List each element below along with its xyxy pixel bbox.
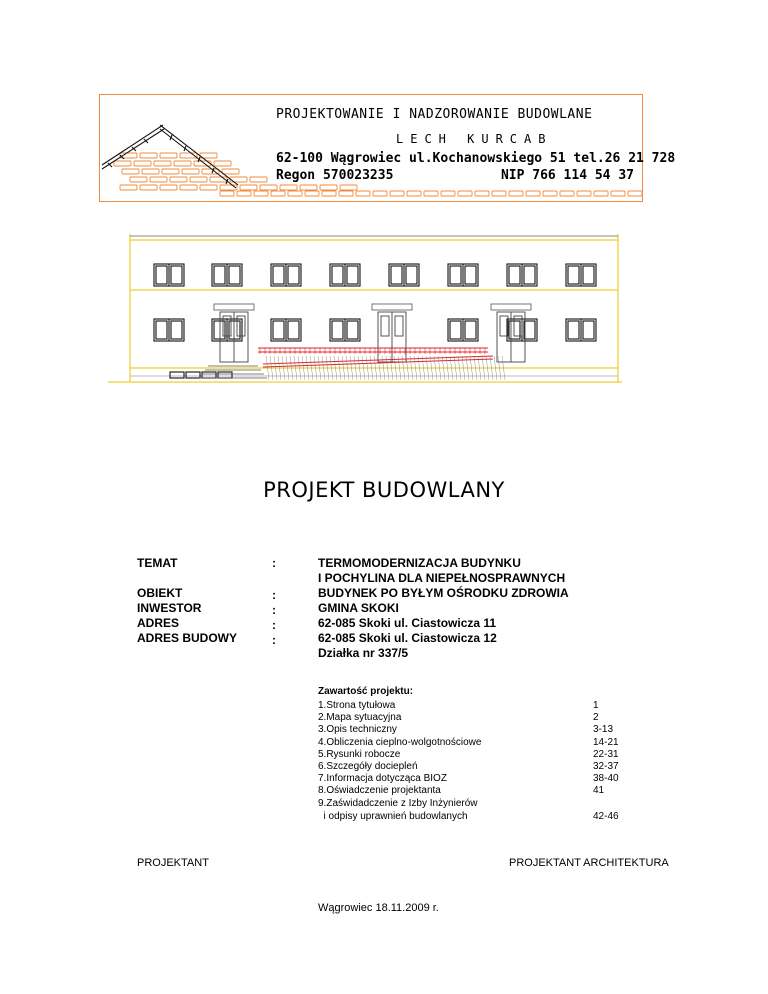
place-date: Wągrowiec 18.11.2009 r. — [318, 902, 439, 914]
owner-name: LECH KURCAB — [396, 132, 553, 146]
contents-item-pages: 42-46 — [593, 811, 619, 822]
colon: : — [272, 588, 276, 602]
designer-label: PROJEKTANT — [137, 857, 209, 869]
company-nip: NIP 766 114 54 37 — [500, 168, 634, 183]
contents-item-pages: 2 — [593, 712, 599, 723]
contents-item-pages: 41 — [593, 785, 605, 796]
value-adres-budowy: 62-085 Skoki ul. Ciastowicza 12 — [318, 631, 497, 645]
label-temat: TEMAT — [137, 556, 178, 570]
contents-item-pages: 22-31 — [593, 749, 619, 760]
contents-heading: Zawartość projektu: — [318, 686, 414, 697]
contents-item-label: 7.Informacja dotycząca BIOZ — [318, 773, 447, 784]
contents-item-label: i odpisy uprawnień budowlanych — [318, 811, 468, 822]
contents-item-pages: 3-13 — [593, 724, 614, 735]
architect-label: PROJEKTANT ARCHITEKTURA — [509, 857, 669, 869]
letterhead — [99, 94, 676, 202]
label-adres-budowy: ADRES BUDOWY — [137, 631, 238, 645]
contents-item-pages: 1 — [593, 700, 599, 711]
document-title: PROJEKT BUDOWLANY — [263, 478, 505, 502]
contents-item-label: 4.Obliczenia cieplno-wolgotnościowe — [318, 737, 482, 748]
building-elevation-drawing — [108, 230, 622, 390]
value-obiekt: BUDYNEK PO BYŁYM OŚRODKU ZDROWIA — [318, 586, 569, 600]
label-inwestor: INWESTOR — [137, 601, 202, 615]
label-obiekt: OBIEKT — [137, 586, 183, 600]
value-temat-line2: I POCHYLINA DLA NIEPEŁNOSPRAWNYCH — [318, 571, 566, 585]
company-name: PROJEKTOWANIE I NADZOROWANIE BUDOWLANE — [276, 107, 593, 122]
value-adres: 62-085 Skoki ul. Ciastowicza 11 — [318, 616, 497, 630]
colon: : — [272, 603, 276, 617]
contents-item-label: 2.Mapa sytuacyjna — [318, 712, 402, 723]
contents-item-pages: 14-21 — [593, 737, 619, 748]
value-inwestor: GMINA SKOKI — [318, 601, 399, 615]
contents-item-label: 6.Szczegóły dociepleń — [318, 761, 418, 772]
contents-item-pages: 38-40 — [593, 773, 619, 784]
contents-item-label: 8.Oświadczenie projektanta — [318, 785, 441, 796]
label-adres: ADRES — [137, 616, 180, 630]
contents-item-label: 3.Opis techniczny — [318, 724, 397, 735]
value-dzialka: Działka nr 337/5 — [318, 646, 409, 660]
contents-item-label: 9.Zaświdadczenie z Izby Inżynierów — [318, 798, 478, 809]
colon: : — [272, 556, 276, 570]
contents-item-label: 5.Rysunki robocze — [318, 749, 401, 760]
colon: : — [272, 633, 276, 647]
company-regon: Regon 570023235 — [276, 168, 394, 183]
value-temat: TERMOMODERNIZACJA BUDYNKU — [318, 556, 521, 570]
colon: : — [272, 618, 276, 632]
company-address: 62-100 Wągrowiec ul.Kochanowskiego 51 tel.26 21 728 — [276, 151, 676, 166]
contents-item-pages: 32-37 — [593, 761, 619, 772]
contents-item-label: 1.Strona tytułowa — [318, 700, 396, 711]
